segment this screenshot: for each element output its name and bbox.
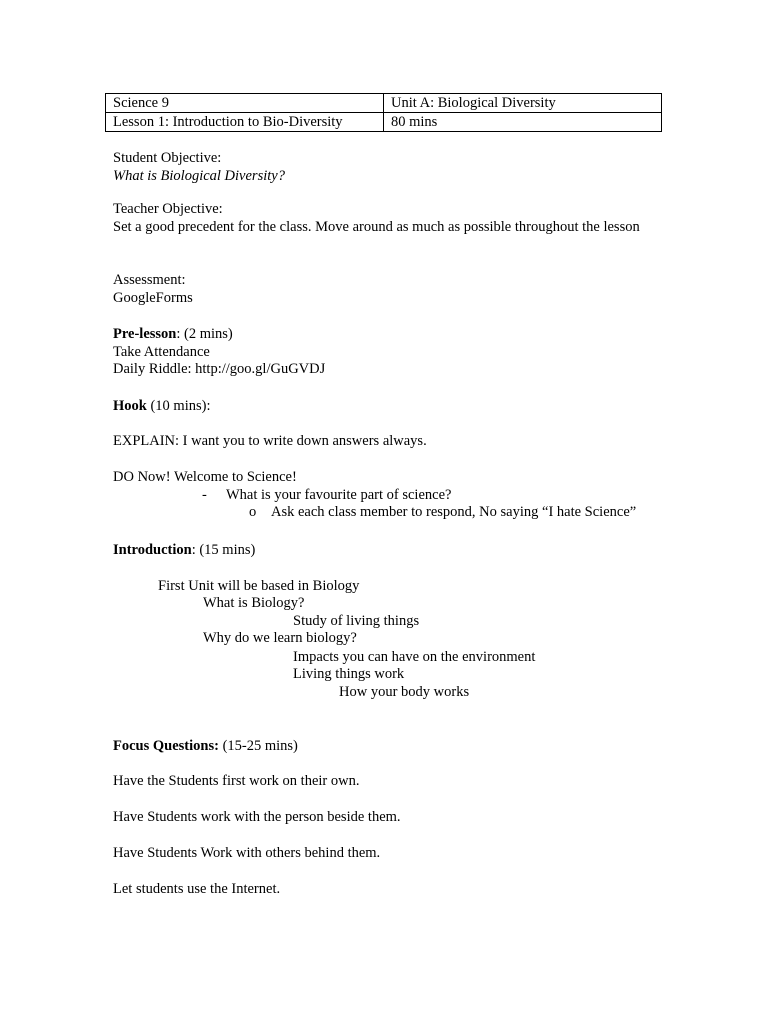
outline-item: Why do we learn biology? xyxy=(203,630,357,646)
duration-cell: 80 mins xyxy=(384,113,662,132)
outline-item: Living things work xyxy=(293,666,405,682)
sub-bullet-text: Ask each class member to respond, No saying “I hate Science” xyxy=(271,504,637,520)
focus-questions-heading: Focus Questions: (15-25 mins) xyxy=(113,738,298,754)
table-row xyxy=(106,94,662,113)
assessment-label: Assessment: xyxy=(113,272,186,288)
table-row xyxy=(106,113,662,132)
student-objective-text: What is Biological Diversity? xyxy=(113,168,285,184)
lesson-cell: Lesson 1: Introduction to Bio-Diversity xyxy=(106,113,384,132)
teacher-objective-text: Set a good precedent for the class. Move around as much as possible throughout the lesson xyxy=(113,219,640,235)
outline-item: How your body works xyxy=(339,684,470,700)
focus-question-line: Have Students work with the person beside them. xyxy=(113,809,401,825)
outline-item: What is Biology? xyxy=(203,595,305,611)
introduction-heading: Introduction: (15 mins) xyxy=(113,542,256,558)
unit-cell: Unit A: Biological Diversity xyxy=(384,94,662,113)
teacher-objective-label: Teacher Objective: xyxy=(113,201,223,217)
hook-do-now: DO Now! Welcome to Science! xyxy=(113,469,297,485)
hook-explain: EXPLAIN: I want you to write down answers always. xyxy=(113,433,427,449)
assessment-text: GoogleForms xyxy=(113,290,193,306)
outline-item: Impacts you can have on the environment xyxy=(293,649,536,665)
focus-question-line: Have Students Work with others behind them. xyxy=(113,845,381,861)
pre-lesson-line: Take Attendance xyxy=(113,344,210,360)
focus-question-line: Have the Students first work on their own. xyxy=(113,773,360,789)
hook-heading: Hook (10 mins): xyxy=(113,398,211,414)
outline-item: First Unit will be based in Biology xyxy=(158,578,360,594)
bullet-text: What is your favourite part of science? xyxy=(226,487,452,503)
outline-item: Study of living things xyxy=(293,613,420,629)
focus-question-line: Let students use the Internet. xyxy=(113,881,281,897)
pre-lesson-heading: Pre-lesson: (2 mins) xyxy=(113,326,233,342)
student-objective-label: Student Objective: xyxy=(113,150,222,166)
sub-bullet-marker: o xyxy=(249,504,257,520)
pre-lesson-line: Daily Riddle: http://goo.gl/GuGVDJ xyxy=(113,361,326,377)
lesson-header-table xyxy=(105,93,662,132)
bullet-marker: - xyxy=(202,487,207,503)
course-cell: Science 9 xyxy=(106,94,384,113)
